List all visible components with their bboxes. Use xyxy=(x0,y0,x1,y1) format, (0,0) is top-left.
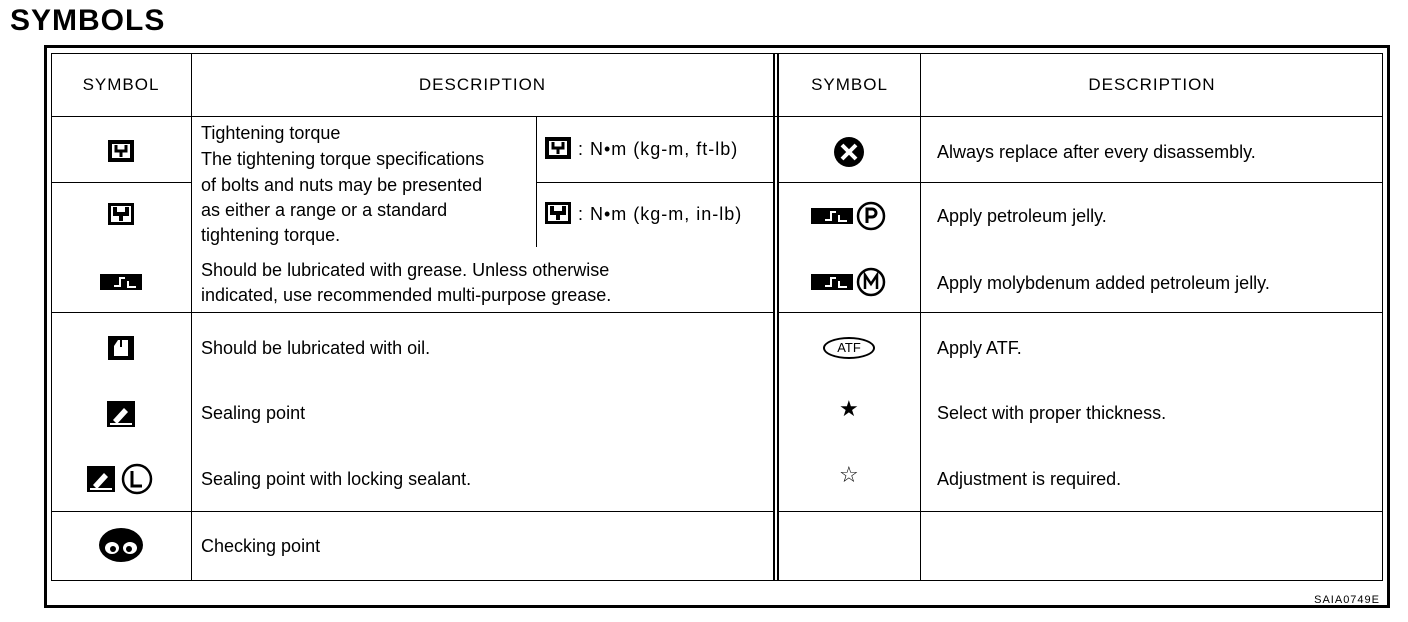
torque-desc-line-4: as either a range or a standard xyxy=(201,200,448,220)
checking-desc: Checking point xyxy=(201,536,321,556)
oil-desc: Should be lubricated with oil. xyxy=(201,338,431,358)
sealant-tube-icon xyxy=(106,400,136,428)
page-title: SYMBOLS xyxy=(10,4,166,37)
adjustment-desc: Adjustment is required. xyxy=(937,469,1122,489)
oil-can-icon xyxy=(107,335,135,361)
torque-desc-line-2: The tightening torque specifications xyxy=(201,149,485,169)
header-description-left: DESCRIPTION xyxy=(418,75,547,94)
thickness-desc: Select with proper thickness. xyxy=(937,403,1167,423)
outline-star-icon: ☆ xyxy=(839,463,859,488)
torque-unit-in-lb-icon xyxy=(543,200,573,226)
grease-desc-line-1: Should be lubricated with grease. Unless otherwise xyxy=(201,260,610,280)
atf-oval-icon xyxy=(823,337,875,359)
petroleum-P-circle-icon xyxy=(856,201,886,231)
sealant-tube-locking-icon xyxy=(86,465,116,493)
grease-gun-petroleum-icon xyxy=(811,208,853,224)
header-symbol-left: SYMBOL xyxy=(82,75,160,94)
molybdenum-M-circle-icon xyxy=(856,267,886,297)
symbols-table xyxy=(51,53,1383,581)
torque-wrench-icon xyxy=(106,138,136,164)
sealing-desc: Sealing point xyxy=(201,403,306,423)
torque-unit-in-lb: : N•m (kg-m, in-lb) xyxy=(578,204,743,224)
torque-unit-ft-lb: : N•m (kg-m, ft-lb) xyxy=(578,139,739,159)
petroleum-desc: Apply petroleum jelly. xyxy=(937,206,1107,226)
header-description-right: DESCRIPTION xyxy=(1088,75,1216,94)
torque-desc-line-1: Tightening torque xyxy=(201,123,341,143)
checking-point-eyes-icon xyxy=(97,526,145,564)
torque-wrench-inlb-icon xyxy=(106,201,136,227)
grease-gun-molybdenum-icon xyxy=(811,274,853,290)
replace-x-circle-icon xyxy=(832,136,866,168)
torque-desc-line-5: tightening torque. xyxy=(201,225,341,245)
header-symbol-right: SYMBOL xyxy=(811,75,888,94)
figure-code: SAIA0749E xyxy=(1314,594,1380,606)
torque-desc-line-3: of bolts and nuts may be presented xyxy=(201,175,483,195)
atf-desc: Apply ATF. xyxy=(937,338,1022,358)
atf-symbol-label: ATF xyxy=(837,340,861,355)
locking-L-circle-icon xyxy=(121,463,153,495)
molybdenum-desc: Apply molybdenum added petroleum jelly. xyxy=(937,273,1270,293)
locking-sealant-desc: Sealing point with locking sealant. xyxy=(201,469,472,489)
replace-desc: Always replace after every disassembly. xyxy=(937,142,1256,162)
filled-star-icon: ★ xyxy=(839,397,859,422)
grease-gun-icon xyxy=(100,274,142,290)
torque-unit-ft-lb-icon xyxy=(543,135,573,161)
grease-desc-line-2: indicated, use recommended multi-purpose grease. xyxy=(201,285,612,305)
